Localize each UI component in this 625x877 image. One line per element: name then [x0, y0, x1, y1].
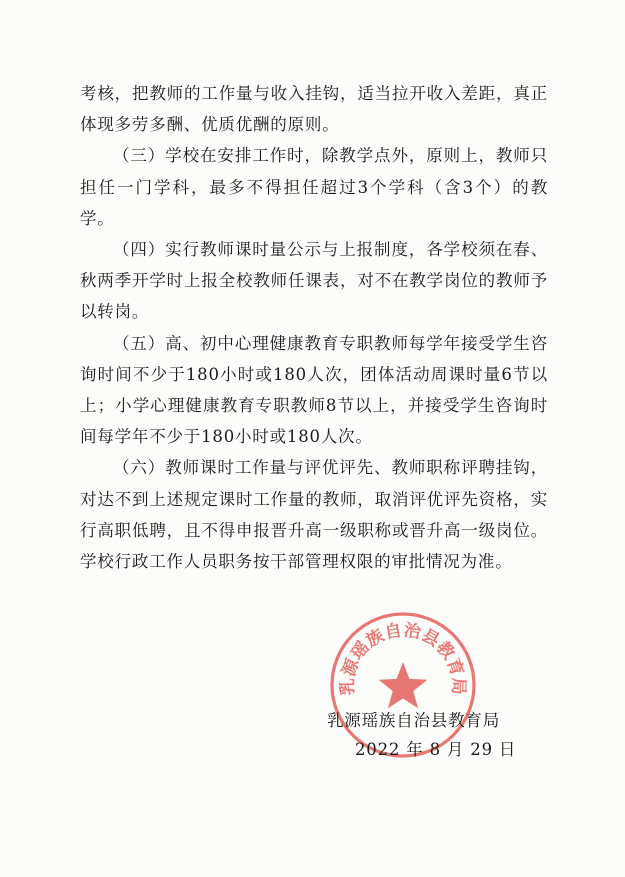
signature-date: 2022 年 8 月 29 日	[355, 740, 517, 759]
document-body	[80, 78, 548, 577]
seal-ring	[332, 614, 474, 756]
paragraph-continuation: 考核，把教师的工作量与收入挂钩，适当拉开收入差距，真正体现多劳多酬、优质优酬的原则。	[80, 84, 548, 135]
paragraph-item-4: （四）实行教师课时量公示与上报制度，各学校须在春、秋两季开学时上报全校教师任课表，对不在教学岗位的教师予以转岗。	[80, 240, 548, 322]
paragraph-item-5: （五）高、初中心理健康教育专职教师每学年接受学生咨询时间不少于180小时或180人次，团体活动周课时量6节以上；小学心理健康教育专职教师8节以上，并接受学生咨询时间每学年不少于180小时或180人次。	[80, 333, 548, 447]
seal-text: 乳源瑶族自治县教育局	[337, 620, 469, 696]
paragraph-item-3: （三）学校在安排工作时，除教学点外，原则上，教师只担任一门学科，最多不得担任超过3个学科（含3个）的教学。	[80, 146, 548, 228]
paragraph-item-6: （六）教师课时工作量与评优评先、教师职称评聘挂钩，对达不到上述规定课时工作量的教师，取消评优评先资格，实行高职低聘，且不得申报晋升高一级职称或晋升高一级岗位。学校行政工作人员职务按干部管理权限的审批情况为准。	[80, 458, 548, 572]
signature-organization: 乳源瑶族自治县教育局	[327, 711, 500, 730]
star-icon	[379, 662, 428, 708]
